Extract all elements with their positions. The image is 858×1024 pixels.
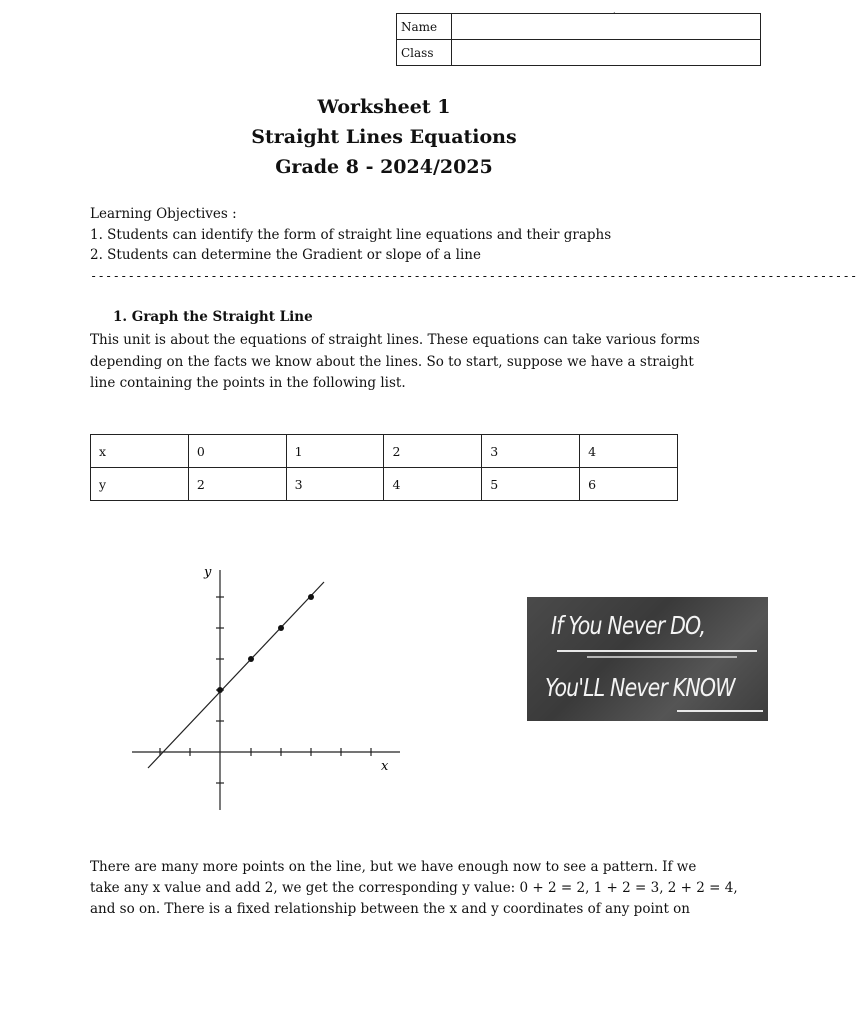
x-axis-label: x [381, 759, 389, 774]
x-value-cell: 0 [188, 435, 286, 468]
objective-item: 1. Students can identify the form of straight line equations and their graphs [90, 226, 612, 243]
paragraph-line: This unit is about the equations of straight lines. These equations can take various forms [90, 332, 700, 348]
section-1-heading: 1. Graph the Straight Line [113, 309, 313, 325]
x-value-cell: 3 [482, 435, 580, 468]
y-axis-label: y [204, 565, 212, 580]
objective-item: 2. Students can determine the Gradient or slope of a line [90, 247, 481, 263]
x-header-cell: x [91, 435, 189, 468]
chalk-underline [677, 710, 763, 712]
title-line-3: Grade 8 - 2024/2025 [275, 156, 493, 178]
y-header-cell: y [91, 468, 189, 501]
title-line-1: Worksheet 1 [317, 96, 451, 118]
data-point [308, 594, 314, 600]
section-1-paragraph [90, 330, 700, 395]
pattern-paragraph [90, 857, 738, 920]
class-label: Class [397, 40, 452, 66]
data-point [248, 656, 254, 662]
name-label: Name [397, 14, 452, 40]
title-line-2: Straight Lines Equations [251, 126, 517, 148]
chalk-underline [557, 650, 757, 652]
class-field[interactable] [452, 40, 761, 66]
xy-values-table [90, 434, 678, 501]
worksheet-title [0, 92, 768, 182]
paragraph-line: and so on. There is a fixed relationship between the x and y coordinates of any point on [90, 901, 690, 917]
y-value-cell: 5 [482, 468, 580, 501]
chalk-underline [587, 656, 737, 658]
objectives-heading: Learning Objectives : [90, 206, 237, 222]
paragraph-line: line containing the points in the following list. [90, 375, 406, 391]
y-value-cell: 4 [384, 468, 482, 501]
line-graph [130, 560, 410, 820]
motivation-line-2: You'LL Never KNOW [545, 673, 735, 702]
data-point [217, 687, 223, 693]
y-value-cell: 2 [188, 468, 286, 501]
x-value-cell: 2 [384, 435, 482, 468]
paragraph-line: take any x value and add 2, we get the corresponding y value: 0 + 2 = 2, 1 + 2 = 3, 2 + 2 = 4, [90, 880, 738, 896]
y-row [91, 468, 678, 501]
name-class-table [396, 13, 761, 66]
x-value-cell: 1 [286, 435, 384, 468]
name-field[interactable] [452, 14, 761, 40]
dashed-divider: ------------------------------------------------------------------------------------------------------ [90, 269, 858, 283]
y-value-cell: 6 [580, 468, 678, 501]
data-point [278, 625, 284, 631]
x-row [91, 435, 678, 468]
learning-objectives [90, 204, 700, 266]
class-row [397, 40, 761, 66]
x-value-cell: 4 [580, 435, 678, 468]
y-value-cell: 3 [286, 468, 384, 501]
name-row [397, 14, 761, 40]
plotted-line [148, 582, 324, 768]
motivational-chalkboard-image [527, 597, 768, 721]
header-dot-mark: . [613, 6, 616, 15]
paragraph-line: depending on the facts we know about the lines. So to start, suppose we have a straight [90, 353, 694, 370]
motivation-line-1: If You Never DO, [551, 611, 706, 640]
paragraph-line: There are many more points on the line, but we have enough now to see a pattern. If we [90, 859, 697, 875]
